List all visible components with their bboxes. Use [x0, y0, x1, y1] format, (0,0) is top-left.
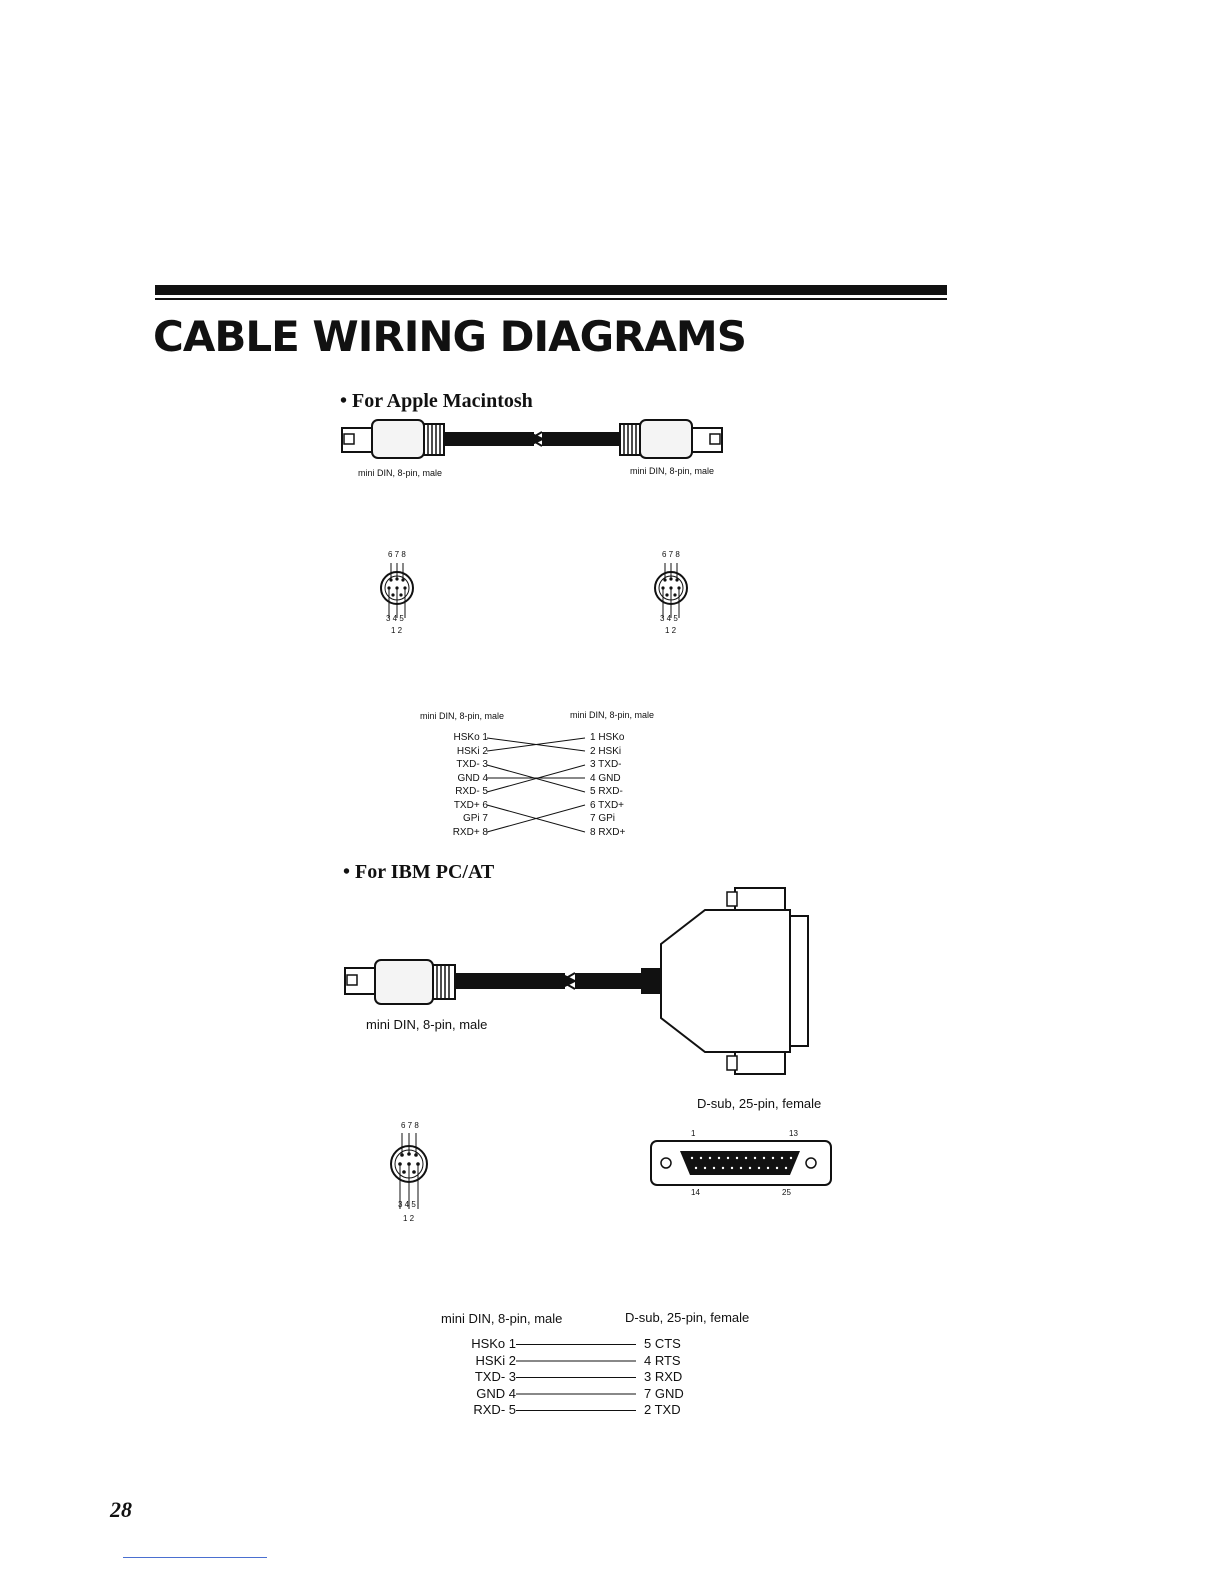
ibm-mindin-pinout-icon — [386, 1131, 432, 1211]
ibm-heading: • For IBM PC/AT — [343, 861, 495, 883]
mac-right-pin: 6 TXD+ — [590, 799, 624, 811]
mac-heading: • For Apple Macintosh — [340, 390, 533, 412]
ibm-right-pin: 5 CTS — [644, 1336, 681, 1351]
mac-table-header-right: mini DIN, 8-pin, male — [570, 710, 655, 720]
header-rule-thick — [155, 285, 947, 295]
ibm-pinout-top: 6 7 8 — [401, 1121, 419, 1130]
header-rule-thin — [155, 298, 947, 300]
ibm-table-header-right: D-sub, 25-pin, female — [625, 1310, 750, 1325]
mac-right-pin: 4 GND — [590, 772, 621, 784]
mac-left-pin: HSKi 2 — [456, 745, 488, 757]
mac-wiring-lines — [485, 731, 587, 841]
mac-table-header-left: mini DIN, 8-pin, male — [420, 711, 505, 721]
mac-right-pin: 1 HSKo — [590, 732, 625, 743]
mac-left-pinout-top: 6 7 8 — [388, 550, 406, 559]
mac-left-pin: TXD- 3 — [456, 759, 488, 770]
ibm-right-pin: 2 TXD — [644, 1402, 681, 1417]
ibm-right-pin: 7 GND — [644, 1385, 684, 1401]
mac-left-connector-label: mini DIN, 8-pin, male — [358, 468, 443, 478]
page-number: 28 — [110, 1497, 132, 1522]
mac-cable-illustration — [330, 410, 750, 470]
ibm-wiring-lines — [516, 1336, 638, 1420]
mac-left-pin: RXD- 5 — [455, 786, 488, 797]
mac-right-pin: 7 GPi — [590, 813, 616, 824]
mac-left-pinout-icon — [375, 560, 419, 620]
dsub-face-icon — [648, 1138, 834, 1188]
page-title: CABLE WIRING DIAGRAMS — [153, 312, 746, 361]
mac-right-pinout-bottom: 1 2 — [665, 626, 677, 635]
ibm-left-pin: HSKi 2 — [475, 1352, 516, 1368]
mac-right-pin-list — [590, 731, 625, 839]
mac-right-pin: 8 RXD+ — [590, 826, 626, 838]
mac-right-pinout-top: 6 7 8 — [662, 550, 680, 559]
ibm-left-pin-list — [440, 1336, 516, 1419]
ibm-left-pin: RXD- 5 — [473, 1402, 516, 1417]
mac-right-pin: 2 HSKi — [590, 745, 622, 757]
ibm-right-pin: 4 RTS — [644, 1352, 681, 1368]
ibm-cable-illustration — [335, 882, 815, 1082]
mac-left-pin: GND 4 — [457, 772, 488, 784]
ibm-table-header-left: mini DIN, 8-pin, male — [441, 1311, 563, 1326]
ibm-left-pin: HSKo 1 — [471, 1336, 516, 1351]
dsub-pin-14-label: 14 — [691, 1188, 700, 1197]
footer-line — [123, 1557, 267, 1558]
ibm-right-pin-list — [644, 1336, 684, 1419]
dsub-pin-13-label: 13 — [789, 1129, 798, 1138]
ibm-left-pin: TXD- 3 — [474, 1369, 516, 1384]
mac-left-pin: GPi 7 — [462, 813, 488, 824]
ibm-left-pin: GND 4 — [476, 1385, 516, 1401]
mac-right-pinout-mid: 3 4 5 — [660, 614, 678, 623]
mac-left-pinout-mid: 3 4 5 — [386, 614, 404, 623]
dsub-pin-25-label: 25 — [782, 1188, 791, 1197]
mac-right-connector-label: mini DIN, 8-pin, male — [630, 466, 715, 476]
ibm-cable-label: mini DIN, 8-pin, male — [366, 1017, 488, 1032]
mac-right-pinout-icon — [649, 560, 693, 620]
ibm-dsub-label: D-sub, 25-pin, female — [697, 1096, 822, 1111]
mac-left-pin: HSKo 1 — [453, 732, 488, 743]
mac-right-pin: 5 RXD- — [590, 786, 623, 797]
ibm-pinout-bottom: 1 2 — [403, 1214, 415, 1223]
dsub-pin-1-label: 1 — [691, 1129, 696, 1138]
mac-left-pinout-bottom: 1 2 — [391, 626, 403, 635]
mac-right-pin: 3 TXD- — [590, 759, 622, 770]
ibm-right-pin: 3 RXD — [644, 1369, 683, 1384]
mac-left-pin: TXD+ 6 — [453, 799, 488, 811]
mac-left-pin-list — [400, 731, 488, 839]
ibm-pinout-mid: 3 4 5 — [398, 1200, 416, 1209]
mac-left-pin: RXD+ 8 — [452, 826, 488, 838]
